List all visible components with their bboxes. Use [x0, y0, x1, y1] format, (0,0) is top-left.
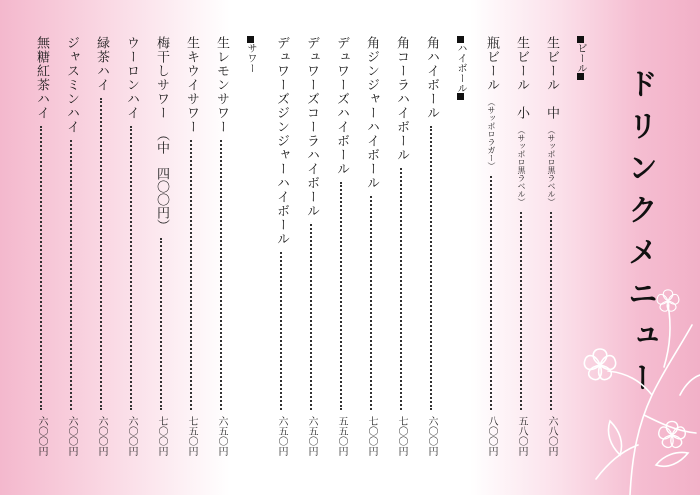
dotted-leader	[190, 140, 192, 410]
dotted-leader	[160, 238, 162, 410]
menu-item: 瓶ビール （サッポロラガー） 八〇〇円	[484, 36, 499, 456]
dotted-leader	[40, 126, 42, 410]
menu-item: 梅干しサワー （中 四〇〇円） 七〇〇円	[154, 36, 169, 456]
menu-item: 緑茶ハイ 六〇〇円	[94, 36, 109, 456]
dotted-leader	[130, 126, 132, 410]
menu-title: ドリンクメニュー	[622, 68, 657, 404]
menu-item: ジャスミンハイ 六〇〇円	[64, 36, 79, 456]
section-header-highball: ハイボール	[452, 36, 468, 136]
menu-item: ウーロンハイ 六〇〇円	[124, 36, 139, 456]
square-bullet-icon	[577, 73, 584, 80]
dotted-leader	[550, 212, 552, 410]
dotted-leader	[310, 224, 312, 410]
menu-item: デュワーズジンジャーハイボール 六五〇円	[274, 36, 289, 456]
menu-item: 角コーラハイボール 七〇〇円	[394, 36, 409, 456]
dotted-leader	[430, 126, 432, 410]
square-bullet-icon	[457, 36, 464, 43]
dotted-leader	[520, 212, 522, 410]
menu-item: 角ジンジャーハイボール 七〇〇円	[364, 36, 379, 456]
square-bullet-icon	[247, 36, 254, 43]
dotted-leader	[340, 182, 342, 410]
dotted-leader	[280, 252, 282, 410]
dotted-leader	[400, 168, 402, 410]
square-bullet-icon	[577, 36, 584, 43]
dotted-leader	[370, 196, 372, 410]
menu-item: デュワーズハイボール 五五〇円	[334, 36, 349, 456]
menu-item: デュワーズコーラハイボール 六五〇円	[304, 36, 319, 456]
menu-item: 生ビール 中 （サッポロ黒ラベル） 六八〇円	[544, 36, 559, 456]
menu-item: 角ハイボール 六〇〇円	[424, 36, 439, 456]
menu-item: 生キウイサワー 七五〇円	[184, 36, 199, 456]
dotted-leader	[220, 140, 222, 410]
dotted-leader	[490, 176, 492, 410]
square-bullet-icon	[457, 93, 464, 100]
section-header-beer: ビール	[572, 36, 588, 136]
dotted-leader	[70, 140, 72, 410]
dotted-leader	[100, 98, 102, 410]
menu-item: 無糖紅茶ハイ 六〇〇円	[34, 36, 49, 456]
section-header-sour: サワー	[242, 36, 258, 136]
menu-item: 生ビール 小 （サッポロ黒ラベル） 五八〇円	[514, 36, 529, 456]
cherry-blossom-decoration	[560, 255, 700, 495]
menu-item: 生レモンサワー 六五〇円	[214, 36, 229, 456]
